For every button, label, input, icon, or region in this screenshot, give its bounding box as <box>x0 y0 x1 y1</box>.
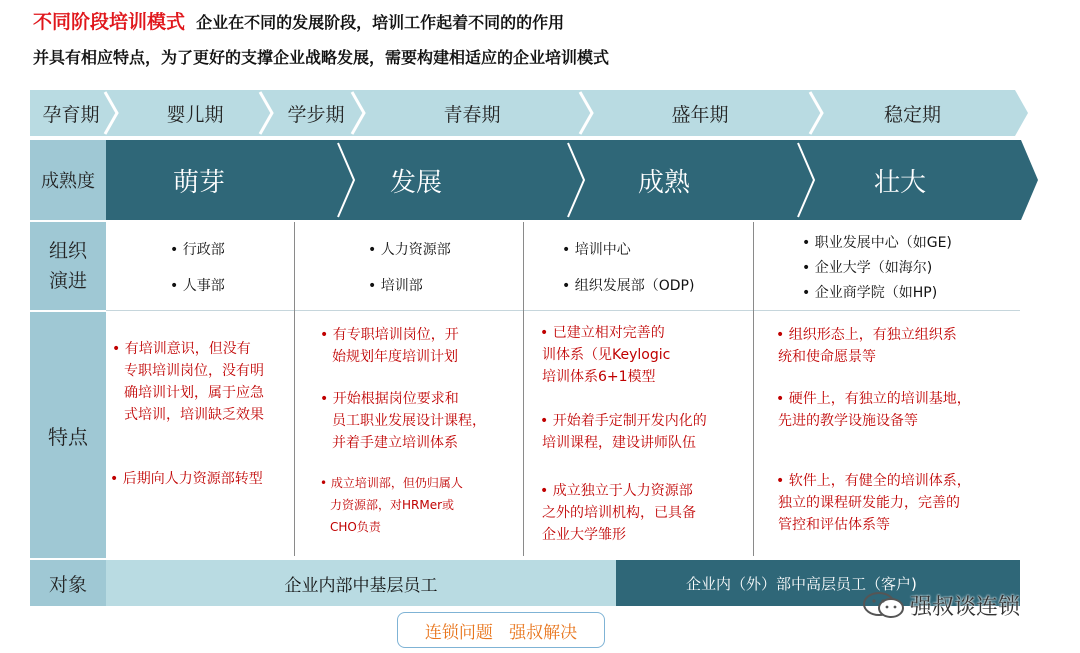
feature-item: • 软件上，有健全的培训体系， 独立的课程研发能力，完善的 管控和评估体系等 <box>776 473 971 533</box>
stage-label: 孕育期 <box>42 103 100 126</box>
stage-label: 学步期 <box>287 103 345 126</box>
subtitle: 并具有相应特点，为了更好的支撑企业战略发展，需要构建相适应的企业培训模式 <box>33 48 610 67</box>
org-item: • 企业商学院（如HP) <box>802 285 938 301</box>
org-item: • 组织发展部（ODP) <box>562 278 695 294</box>
org-item: • 培训部 <box>368 278 423 294</box>
stage-label: 盛年期 <box>671 103 729 126</box>
feature-item: • 成立独立于人力资源部 之外的培训机构，已具备 企业大学雏形 <box>540 483 696 543</box>
feature-item: • 组织形态上，有独立组织系 统和使命愿景等 <box>776 327 957 365</box>
column-divider <box>753 222 754 556</box>
org-item: • 培训中心 <box>562 242 631 258</box>
stage-label: 婴儿期 <box>166 103 224 126</box>
org-row-label <box>30 222 106 310</box>
features-row-label: 特点 <box>30 312 106 558</box>
feature-item: • 开始根据岗位要求和 员工职业发展设计课程， 并着手建立培训体系 <box>320 391 486 451</box>
feature-item: • 开始着手定制开发内化的 培训课程，建设讲师队伍 <box>540 413 707 451</box>
feature-item: • 已建立相对完善的 训体系（见Keylogic 培训体系6+1模型 <box>540 325 671 385</box>
watermark <box>862 588 1020 622</box>
wechat-icon <box>862 590 906 620</box>
row-divider <box>106 310 1020 311</box>
title-text: 企业在不同的发展阶段，培训工作起着不同的的作用 <box>196 13 565 32</box>
org-row-label-line2: 演进 <box>48 270 87 292</box>
feature-item: • 有专职培训岗位，开 始规划年度培训计划 <box>320 327 459 365</box>
maturity-phase: 发展 <box>389 167 442 198</box>
maturity-phase: 壮大 <box>873 167 926 198</box>
stage-label: 青春期 <box>443 103 501 126</box>
feature-item: • 后期向人力资源部转型 <box>110 471 263 487</box>
target-right: 企业内（外）部中高层员工（客户) <box>616 560 1020 606</box>
column-divider <box>294 222 295 556</box>
maturity-row-label: 成熟度 <box>30 140 106 220</box>
org-item: • 行政部 <box>170 242 225 258</box>
target-row-label: 对象 <box>30 560 106 606</box>
footer-badge: 连锁问题 强叔解决 <box>397 612 605 648</box>
org-row-label-line1: 组织 <box>48 240 87 262</box>
maturity-phase: 萌芽 <box>172 167 225 198</box>
feature-item: • 成立培训部，但仍归属人 力资源部，对HRMer或 CHO负责 <box>320 476 463 534</box>
stage-label: 稳定期 <box>883 103 941 126</box>
title-red: 不同阶段培训模式 <box>33 11 186 33</box>
org-item: • 人事部 <box>170 278 225 294</box>
watermark-text: 强叔谈连锁 <box>910 594 1021 620</box>
org-item: • 人力资源部 <box>368 242 451 258</box>
feature-item: • 硬件上，有独立的培训基地， 先进的教学设施设备等 <box>776 391 971 429</box>
target-left: 企业内部中基层员工 <box>106 560 616 606</box>
org-item: • 企业大学（如海尔) <box>802 260 933 276</box>
org-item: • 职业发展中心（如GE) <box>802 235 952 251</box>
column-divider <box>523 222 524 556</box>
header <box>33 7 1073 69</box>
feature-item: • 有培训意识，但没有 专职培训岗位，没有明 确培训计划，属于应急 式培训，培训缺乏效果 <box>112 341 264 423</box>
maturity-phase: 成熟 <box>637 167 690 198</box>
